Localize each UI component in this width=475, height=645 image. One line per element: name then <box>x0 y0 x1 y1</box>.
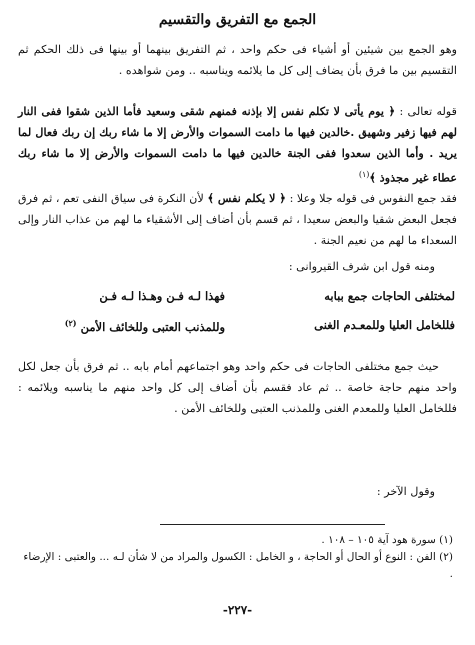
footnote-ref-1: (١) <box>358 170 370 179</box>
verse-1-first-hemistich: لمختلفى الحاجات جمع ببابه <box>324 289 455 303</box>
verse-1-second-hemistich: فهذا لـه فـن وهـذا لـه فـن <box>99 289 225 303</box>
page-title: الجمع مع التفريق والتقسيم <box>158 12 317 28</box>
explanation-rest: لأن النكرة فى سياق النفى تعم ، ثم فرق فجعل البعض شقيا والبعض سعيدا ، ثم قسم بأن أضاف إلى الأشقياء ما لهم من عذاب النار وإلى السعداء ما لهم من نعيم الجنة . <box>18 192 457 247</box>
poem-verse-2 <box>20 318 455 336</box>
footnote-ref-2: (٢) <box>64 318 77 328</box>
intro-paragraph: وهو الجمع بين شيئين أو أشياء فى حكم واحد ، ثم التفريق بينهما أو بينها فى ذلك الحكم ثم التقسيم بين ما فرق بأن يضاف إلى كل ما يلائمه ويناسبه .. ومن شواهده . <box>18 43 457 77</box>
next-poem-intro: وقول الآخر : <box>376 485 435 498</box>
poem-intro: ومنه قول ابن شرف القيروانى : <box>288 260 435 273</box>
footnote-separator <box>160 524 385 525</box>
verse-2-first-hemistich: فللخامل العليا وللمعـدم الغنى <box>314 318 455 332</box>
page-number: -٢٢٧- <box>222 603 253 617</box>
footnote-1: (١) سورة هود آية ١٠٥ – ١٠٨ . <box>321 534 453 546</box>
poem-verse-1 <box>20 289 455 307</box>
footnote-2: (٢) الفن : النوع أو الحال أو الحاجة ، و الخامل : الكسول والمراد من لا شأن لـه ... والعتبى : الإرضاء . <box>23 551 453 580</box>
verse-2-second-hemistich-text: وللمذنب العتبى وللخائف الأمن <box>80 319 225 334</box>
quran-phrase: ﴿ لا يكلم نفس ﴾ <box>207 191 286 205</box>
poem-analysis-paragraph: حيث جمع مختلفى الحاجات فى حكم واحد وهو اجتماعهم أمام بابه .. ثم فرق بأن جعل لكل واحد منهم حاجة خاصة .. ثم عاد فقسم بأن أضاف إلى كل واحد منهم ما يناسبه ويلائمه : فللخامل العليا وللمعدم الغنى وللمذنب العتبى وللخائف الأمن . <box>18 360 457 415</box>
quran-citation-paragraph <box>18 101 457 189</box>
verse-2-second-hemistich <box>20 318 225 334</box>
explanation-lead: فقد جمع النفوس فى قوله جلا وعلا : <box>289 192 457 205</box>
explanation-paragraph <box>18 188 457 251</box>
citation-lead: قوله تعالى : <box>399 105 457 118</box>
quran-verse-text: ﴿ يوم يأتى لا تكلم نفس إلا بإذنه فمنهم شقى وسعيد فأما الذين شقوا ففى النار لهم فيها زفير وشهيق .خالدين فيها ما دامت السموات والأرض إلا ما شاء ربك إن ربك فعال لما يريد . وأما الذين سعدوا ففى الجنة خالدين فيها ما دامت السموات والأرض إلا ما شاء ربك عطاء غير مجذوذ ﴾ <box>18 104 457 185</box>
